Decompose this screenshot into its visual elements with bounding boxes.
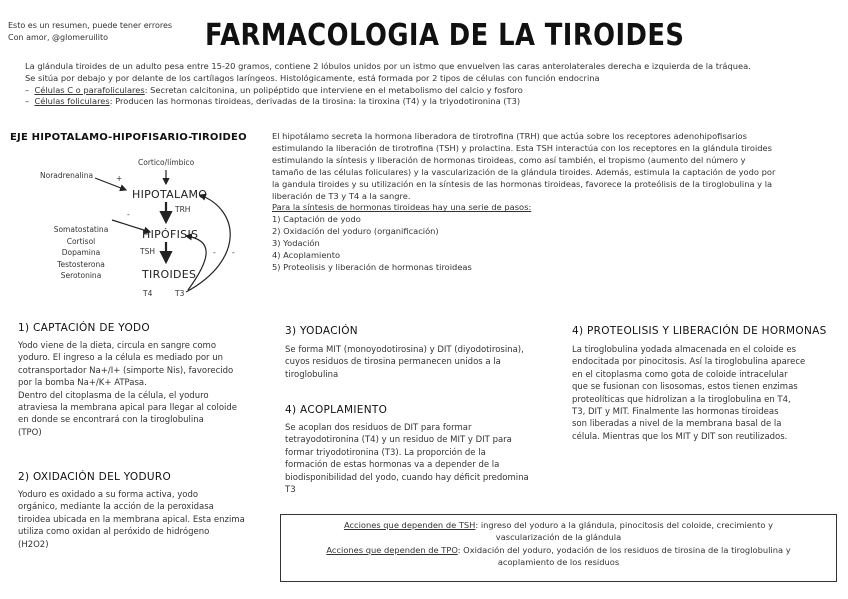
summary-tpo-term: Acciones que dependen de TPO <box>326 544 458 555</box>
section-body-oxidacion <box>18 489 245 551</box>
section-line: (TPO) <box>18 427 42 438</box>
intro-bullet: – Células C o parafoliculares: Secretan calcitonina, un polipéptido que interviene en el metabolismo del calcio y fosforo <box>25 84 523 95</box>
diagram-hipofisis-label: HIPÓFISIS <box>142 228 199 241</box>
section-line: La tiroglobulina yodada almacenada en el coloide es <box>572 345 797 355</box>
section-line: en donde se encontrará con la tiroglobulina <box>18 415 204 426</box>
intro-bullet-term: Células foliculares <box>34 96 110 107</box>
section-line: célula. Mientras que los MIT y DIT son reutilizados. <box>572 431 788 442</box>
summary-tpo-line <box>281 544 836 556</box>
section-line: T3, DIT y MIT. Finalmente las hormonas tiroideas <box>572 407 779 418</box>
section-heading-captacion: 1) CAPTACIÓN DE YODO <box>18 322 150 334</box>
section-line: proteolíticas que hidrolizan a la tiroglobulina en T4, <box>572 394 791 405</box>
page-title: FARMACOLOGIA DE LA TIROIDES <box>205 18 685 53</box>
section-line: utiliza como oxidan al peróxido de hidrógeno <box>18 527 210 538</box>
intro-bullet-term: Células C o parafoliculares <box>34 84 145 95</box>
summary-box <box>280 514 837 582</box>
axis-text-line: estimulando la liberación de tirotrofina (TSH) y prolactina. Esta TSH interactúa con los receptores en la glándula tiroides <box>272 142 772 153</box>
section-line: Yoduro es oxidado a su forma activa, yodo <box>18 490 199 500</box>
diagram-inhibitor: Cortisol <box>66 236 96 246</box>
author-note-line: Con amor, @glomeruilito <box>8 33 109 42</box>
feedback-arrow-hipofisis <box>186 236 206 290</box>
intro-line: Se sitúa por debajo y por delante de los cartílagos laríngeos. Histológicamente, está formada por 2 tipos de células con función endocrina <box>25 72 600 83</box>
section-line: biodisponibilidad del yodo, cuando hay déficit predomina <box>285 472 529 483</box>
step-item: 5) Proteolisis y liberación de hormonas tiroideas <box>272 261 472 272</box>
diagram-minus-sign: - <box>232 248 235 257</box>
intro-bullet-text: : Secretan calcitonina, un polipéptido que interviene en el metabolismo del calcio y fosforo <box>144 84 523 95</box>
diagram-inhibitors <box>52 224 110 282</box>
section-line: son liberadas a nivel de la membrana basal de la <box>572 419 782 430</box>
section-heading-acoplamiento: 4) ACOPLAMIENTO <box>285 404 388 416</box>
summary-tpo-text: : Oxidación del yoduro, yodación de los residuos de tirosina de la tiroglobulina y <box>457 544 791 555</box>
section-line: Se acoplan dos residuos de DIT para formar <box>285 423 472 433</box>
step-item: 2) Oxidación del yoduro (organificación) <box>272 226 439 237</box>
section-line: orgánico, mediante la acción de la peroxidasa <box>18 502 214 513</box>
section-heading-oxidacion: 2) OXIDACIÓN DEL YODURO <box>18 471 172 483</box>
section-line: Yodo viene de la dieta, circula en sangre como <box>18 341 217 351</box>
section-line: por la bomba Na+/K+ ATPasa. <box>18 378 147 389</box>
axis-text-line: El hipotálamo secreta la hormona liberadora de tirotrofina (TRH) que actúa sobre los receptores adenohipofisarios <box>272 131 747 141</box>
section-line: tetrayodotironina (T4) y un residuo de MIT y DIT para <box>285 435 512 446</box>
axis-text-line: liberación de T3 y T4 a la sangre. <box>272 190 411 201</box>
summary-tpo-line: acoplamiento de los residuos <box>497 557 620 568</box>
axis-text-line: la gandula tiroides y su utilización en la síntesis de las hormonas tiroideas, favorece la proteólisis de la tiroglobulina y la <box>272 178 773 189</box>
diagram-minus-sign: - <box>213 248 216 257</box>
axis-diagram <box>0 150 270 305</box>
axis-heading: EJE HIPOTALAMO-HIPOFISARIO-TIROIDEO <box>10 132 247 143</box>
diagram-inhibitor: Serotonina <box>60 271 102 280</box>
section-line: tiroglobulina <box>285 369 339 380</box>
section-body-acoplamiento <box>285 422 529 496</box>
axis-text-line: tamaño de las células foliculares) y la vascularización de la glándula tiroides. Además, estimula la captación de yodo por <box>272 166 776 177</box>
diagram-inhibitor: Dopamina <box>61 248 101 257</box>
section-heading-yodacion: 3) YODACIÓN <box>285 325 358 337</box>
section-body-captacion <box>18 340 237 439</box>
section-line: formación de estas hormonas va a depender de la <box>285 460 500 471</box>
section-line: endocitada por pinocitosis. Así la tiroglobulina aparece <box>572 357 806 368</box>
diagram-cortico-label: Cortico/límbico <box>138 158 195 167</box>
axis-paragraph <box>272 131 775 274</box>
diagram-inhibitor: Testosterona <box>57 259 105 269</box>
step-item: 1) Captación de yodo <box>272 214 361 225</box>
summary-tsh-line: vascularización de la glándula <box>495 532 622 543</box>
section-line: atraviesa la membrana apical para llegar al coloide <box>18 403 238 414</box>
diagram-noradrenalina-label: Noradrenalina <box>40 171 94 180</box>
section-line: cotransportador Na+/I+ (simporte Nis), favorecido <box>18 365 234 376</box>
author-note-line: Esto es un resumen, puede tener errores <box>8 21 173 30</box>
section-body-proteolisis <box>572 344 805 443</box>
diagram-inhibitor: Somatostatina <box>53 225 109 234</box>
diagram-minus-sign: - <box>127 210 130 219</box>
section-heading-proteolisis: 4) PROTEOLISIS Y LIBERACIÓN DE HORMONAS <box>572 325 827 337</box>
section-line: yoduro. El ingreso a la célula es mediado por un <box>18 353 224 364</box>
step-item: 4) Acoplamiento <box>272 250 341 261</box>
section-line: T3 <box>285 485 296 496</box>
step-item: 3) Yodación <box>272 238 320 249</box>
section-line: formar triyodotironina (T3). La proporción de la <box>285 447 486 458</box>
section-line: (H2O2) <box>18 539 49 550</box>
author-note <box>8 20 172 44</box>
section-line: en el citoplasma como gota de coloide intracelular <box>572 369 788 380</box>
summary-tsh-text: : ingreso del yoduro a la glándula, pinocitosis del coloide, crecimiento y <box>475 520 774 530</box>
diagram-tsh-label: TSH <box>140 247 155 256</box>
summary-tsh-term: Acciones que dependen de TSH <box>343 520 476 530</box>
diagram-tiroides-label: TIROIDES <box>142 268 197 281</box>
intro-bullet: – Células foliculares: Producen las hormonas tiroideas, derivadas de la tirosina: la tiroxina (T4) y la triyodotironina (T3) <box>25 96 521 107</box>
intro-paragraph <box>25 61 751 108</box>
axis-text-line: estimulando la síntesis y liberación de hormonas tiroideas, como así también, el tropismo (aumento del número y <box>272 154 746 165</box>
section-line: cuyos residuos de tirosina permanecen unidos a la <box>285 357 501 368</box>
diagram-t3-label: T3 <box>175 289 185 298</box>
steps-heading: Para la síntesis de hormonas tiroideas hay una serie de pasos: <box>272 202 532 213</box>
intro-line: La glándula tiroides de un adulto pesa entre 15-20 gramos, contiene 2 lóbulos unidos por un istmo que envuelven las caras anterolaterales derecha e izquierda de la tráquea. <box>25 61 751 71</box>
diagram-trh-label: TRH <box>175 205 191 214</box>
section-line: Dentro del citoplasma de la célula, el yoduro <box>18 390 209 401</box>
intro-bullet-text: : Producen las hormonas tiroideas, derivadas de la tirosina: la tiroxina (T4) y la triyodotironina (T3) <box>109 96 521 107</box>
section-line: Se forma MIT (monoyodotirosina) y DIT (diyodotirosina), <box>285 345 524 355</box>
diagram-hipotalamo-label: HIPOTALAMO <box>132 188 208 201</box>
diagram-plus-sign: + <box>116 174 123 183</box>
section-body-yodacion <box>285 344 524 381</box>
summary-tsh-line <box>281 519 836 531</box>
diagram-t4-label: T4 <box>143 289 153 298</box>
summary-box-content <box>281 515 836 569</box>
section-line: que se fusionan con lisosomas, estos tienen enzimas <box>572 382 798 393</box>
section-line: tiroidea ubicada en la membrana apical. Esta enzima <box>18 514 245 525</box>
